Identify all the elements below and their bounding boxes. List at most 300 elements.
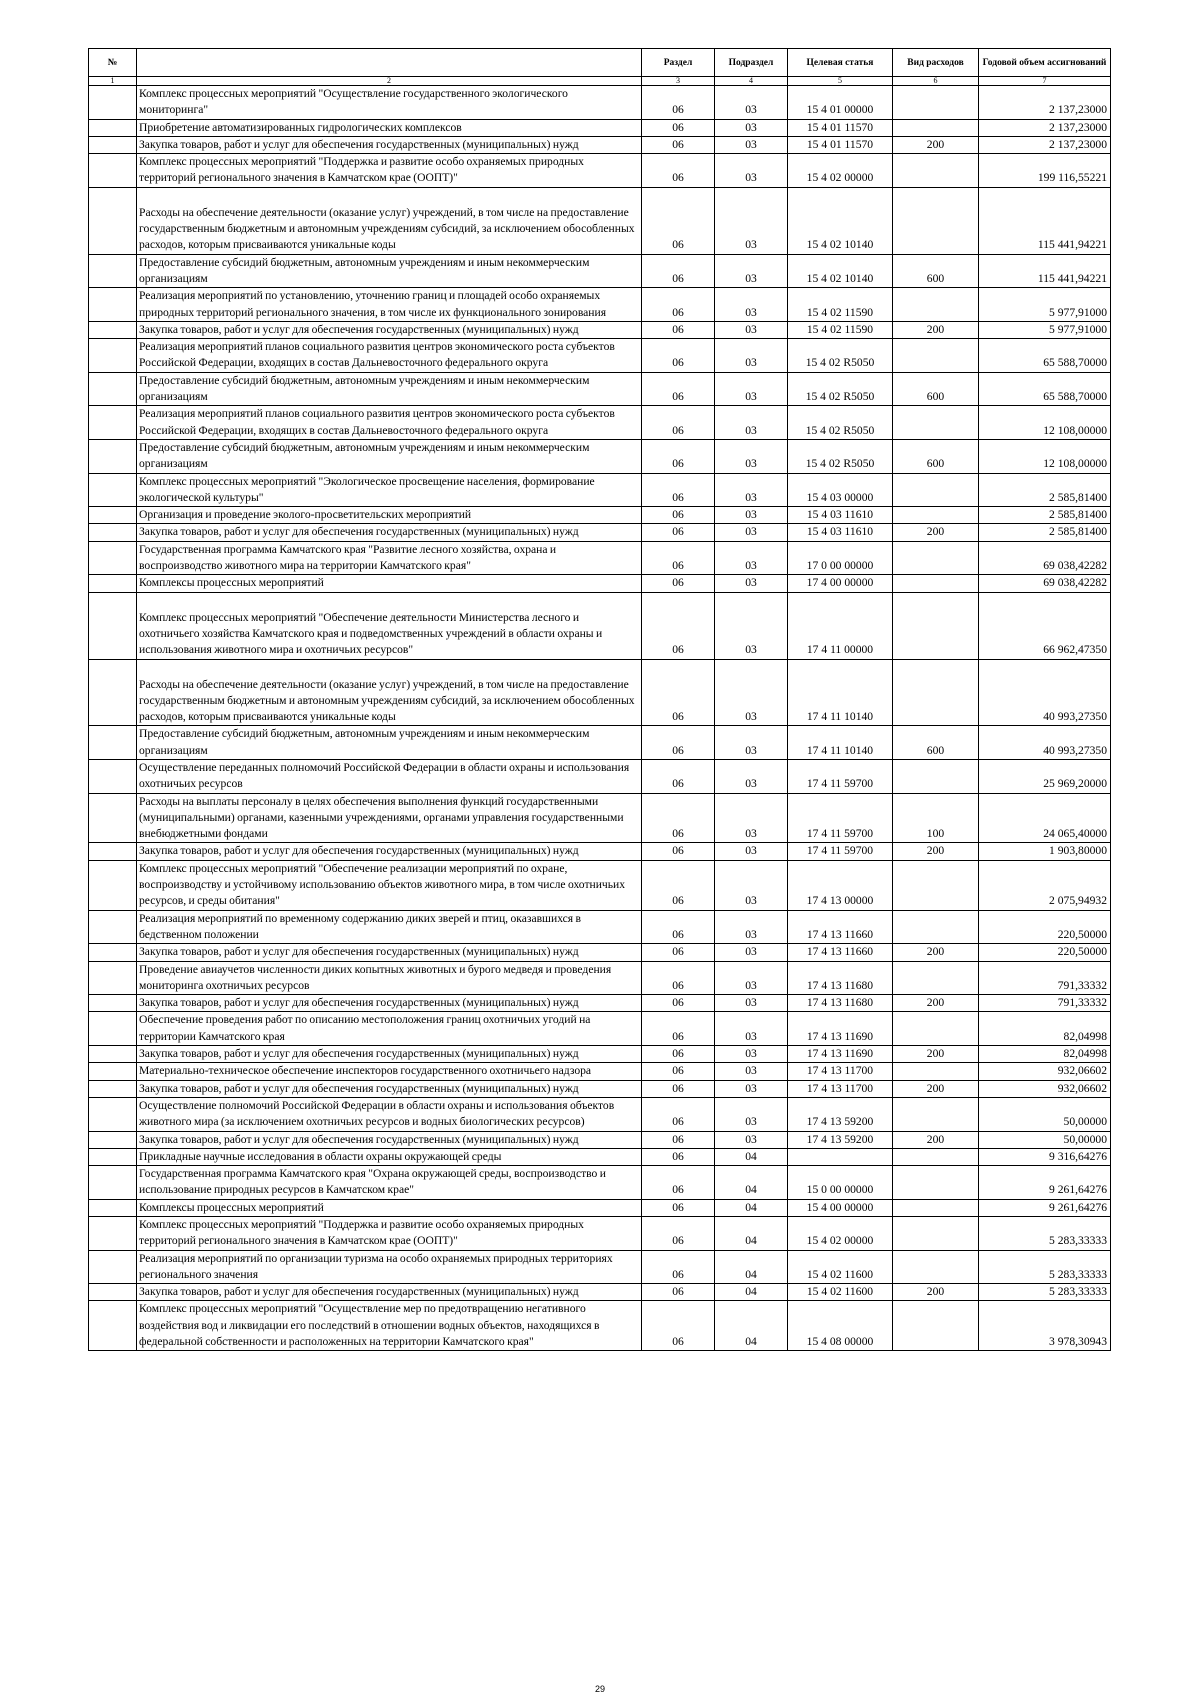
podrazdel-cell: 03 <box>715 1131 788 1148</box>
allocation-sum-cell: 5 283,33333 <box>979 1250 1111 1284</box>
column-number-row <box>89 77 1111 86</box>
vid-rashodov-cell <box>893 659 979 726</box>
page-number: 29 <box>594 1684 605 1694</box>
row-number-cell <box>89 726 137 760</box>
expense-name-cell: Закупка товаров, работ и услуг для обеспечения государственных (муниципальных) нужд <box>137 524 642 541</box>
vid-rashodov-cell <box>893 86 979 120</box>
table-row <box>89 406 1111 440</box>
razdel-cell: 06 <box>642 406 715 440</box>
podrazdel-cell: 03 <box>715 136 788 153</box>
podrazdel-cell: 03 <box>715 288 788 322</box>
expense-name-cell: Реализация мероприятий планов социального развития центров экономического роста субъектов Российской Федерации, входящих в состав Дальневосточного федерального округа <box>137 406 642 440</box>
table-row <box>89 995 1111 1012</box>
expense-name-cell: Комплекс процессных мероприятий "Поддержка и развитие особо охраняемых природных территорий регионального значения в Камчатском крае (ООПТ)" <box>137 154 642 188</box>
expense-name-cell: Комплекс процессных мероприятий "Обеспечение реализации мероприятий по охране, воспроизводству и устойчивому использованию объектов животного мира, в том числе охотничьих ресурсов, и среды обитания" <box>137 860 642 910</box>
vid-rashodov-cell: 200 <box>893 1046 979 1063</box>
row-number-cell <box>89 1097 137 1131</box>
expense-name-cell: Расходы на обеспечение деятельности (оказание услуг) учреждений, в том числе на предоставление государственным бюджетным и автономным учреждениям субсидий, за исключением обособленных расходов, которым присваиваются уникальные коды <box>137 659 642 726</box>
podrazdel-cell: 03 <box>715 1012 788 1046</box>
celevaya-statya-cell: 15 4 02 10140 <box>788 187 893 254</box>
row-number-cell <box>89 372 137 406</box>
row-number-cell <box>89 759 137 793</box>
header-name <box>137 49 642 77</box>
celevaya-statya-cell: 17 4 13 11680 <box>788 961 893 995</box>
allocation-sum-cell: 66 962,47350 <box>979 592 1111 659</box>
razdel-cell: 06 <box>642 1097 715 1131</box>
row-number-cell <box>89 1250 137 1284</box>
podrazdel-cell: 03 <box>715 726 788 760</box>
razdel-cell: 06 <box>642 372 715 406</box>
razdel-cell: 06 <box>642 843 715 860</box>
vid-rashodov-cell: 200 <box>893 843 979 860</box>
razdel-cell: 06 <box>642 1250 715 1284</box>
row-number-cell <box>89 659 137 726</box>
row-number-cell <box>89 961 137 995</box>
table-row <box>89 793 1111 843</box>
row-number-cell <box>89 1166 137 1200</box>
expense-name-cell: Предоставление субсидий бюджетным, автономным учреждениям и иным некоммерческим организациям <box>137 372 642 406</box>
vid-rashodov-cell: 600 <box>893 726 979 760</box>
celevaya-statya-cell: 17 4 13 00000 <box>788 860 893 910</box>
row-number-cell <box>89 1012 137 1046</box>
expense-name-cell: Комплексы процессных мероприятий <box>137 575 642 592</box>
table-header <box>89 49 1111 86</box>
vid-rashodov-cell: 200 <box>893 524 979 541</box>
vid-rashodov-cell <box>893 1250 979 1284</box>
razdel-cell: 06 <box>642 1284 715 1301</box>
allocation-sum-cell: 2 137,23000 <box>979 119 1111 136</box>
podrazdel-cell: 03 <box>715 372 788 406</box>
table-row <box>89 759 1111 793</box>
celevaya-statya-cell: 17 0 00 00000 <box>788 541 893 575</box>
expense-name-cell: Расходы на выплаты персоналу в целях обеспечения выполнения функций государственными (муниципальными) органами, казенными учреждениями, органами управления государственными внебюджетными фондами <box>137 793 642 843</box>
allocation-sum-cell: 2 585,81400 <box>979 524 1111 541</box>
celevaya-statya-cell: 17 4 13 11690 <box>788 1046 893 1063</box>
expense-name-cell: Предоставление субсидий бюджетным, автономным учреждениям и иным некоммерческим организациям <box>137 439 642 473</box>
podrazdel-cell: 04 <box>715 1217 788 1251</box>
celevaya-statya-cell: 15 4 02 11590 <box>788 288 893 322</box>
expense-name-cell: Обеспечение проведения работ по описанию местоположения границ охотничьих угодий на территории Камчатского края <box>137 1012 642 1046</box>
allocation-sum-cell: 220,50000 <box>979 910 1111 944</box>
table-row <box>89 944 1111 961</box>
table-row <box>89 541 1111 575</box>
celevaya-statya-cell: 17 4 13 59200 <box>788 1131 893 1148</box>
vid-rashodov-cell: 200 <box>893 321 979 338</box>
allocation-sum-cell: 2 075,94932 <box>979 860 1111 910</box>
table-row <box>89 473 1111 507</box>
header-vid-rashodov: Вид расходов <box>893 49 979 77</box>
vid-rashodov-cell <box>893 187 979 254</box>
celevaya-statya-cell: 15 4 01 00000 <box>788 86 893 120</box>
podrazdel-cell: 03 <box>715 659 788 726</box>
vid-rashodov-cell: 200 <box>893 1284 979 1301</box>
header-celevaya-statya: Целевая статья <box>788 49 893 77</box>
row-number-cell <box>89 288 137 322</box>
row-number-cell <box>89 910 137 944</box>
allocation-sum-cell: 5 283,33333 <box>979 1217 1111 1251</box>
row-number-cell <box>89 860 137 910</box>
allocation-sum-cell: 25 969,20000 <box>979 759 1111 793</box>
allocation-sum-cell: 12 108,00000 <box>979 439 1111 473</box>
podrazdel-cell: 03 <box>715 995 788 1012</box>
expense-name-cell: Осуществление полномочий Российской Федерации в области охраны и использования объектов животного мира (за исключением охотничьих ресурсов и водных биологических ресурсов) <box>137 1097 642 1131</box>
vid-rashodov-cell <box>893 473 979 507</box>
allocation-sum-cell: 50,00000 <box>979 1097 1111 1131</box>
expense-name-cell: Государственная программа Камчатского края "Развитие лесного хозяйства, охрана и воспроизводство животного мира на территории Камчатского края" <box>137 541 642 575</box>
expense-name-cell: Комплексы процессных мероприятий <box>137 1199 642 1216</box>
celevaya-statya-cell: 15 4 00 00000 <box>788 1199 893 1216</box>
header-podrazdel: Подраздел <box>715 49 788 77</box>
column-number: 6 <box>893 77 979 86</box>
celevaya-statya-cell: 15 4 03 11610 <box>788 524 893 541</box>
razdel-cell: 06 <box>642 592 715 659</box>
razdel-cell: 06 <box>642 321 715 338</box>
vid-rashodov-cell: 200 <box>893 136 979 153</box>
expense-name-cell: Расходы на обеспечение деятельности (оказание услуг) учреждений, в том числе на предоставление государственным бюджетным и автономным учреждениям субсидий, за исключением обособленных расходов, которым присваиваются уникальные коды <box>137 187 642 254</box>
table-row <box>89 910 1111 944</box>
podrazdel-cell: 03 <box>715 507 788 524</box>
table-row <box>89 1284 1111 1301</box>
table-row <box>89 321 1111 338</box>
podrazdel-cell: 03 <box>715 759 788 793</box>
allocation-sum-cell: 40 993,27350 <box>979 659 1111 726</box>
vid-rashodov-cell <box>893 1148 979 1165</box>
podrazdel-cell: 03 <box>715 187 788 254</box>
table-row <box>89 524 1111 541</box>
vid-rashodov-cell: 200 <box>893 1080 979 1097</box>
celevaya-statya-cell: 15 4 01 11570 <box>788 136 893 153</box>
table-row <box>89 154 1111 188</box>
expense-name-cell: Осуществление переданных полномочий Российской Федерации в области охраны и использования охотничьих ресурсов <box>137 759 642 793</box>
row-number-cell <box>89 406 137 440</box>
allocation-sum-cell: 932,06602 <box>979 1080 1111 1097</box>
table-row <box>89 439 1111 473</box>
table-row <box>89 372 1111 406</box>
expense-name-cell: Закупка товаров, работ и услуг для обеспечения государственных (муниципальных) нужд <box>137 1131 642 1148</box>
celevaya-statya-cell: 15 4 08 00000 <box>788 1301 893 1351</box>
budget-sheet <box>88 48 1110 1351</box>
podrazdel-cell: 03 <box>715 592 788 659</box>
expense-name-cell: Комплекс процессных мероприятий "Экологическое просвещение населения, формирование экологической культуры" <box>137 473 642 507</box>
vid-rashodov-cell <box>893 1301 979 1351</box>
table-row <box>89 860 1111 910</box>
row-number-cell <box>89 339 137 373</box>
column-number: 4 <box>715 77 788 86</box>
allocation-sum-cell: 2 137,23000 <box>979 136 1111 153</box>
allocation-sum-cell: 115 441,94221 <box>979 187 1111 254</box>
celevaya-statya-cell: 17 4 11 59700 <box>788 843 893 860</box>
table-row <box>89 1301 1111 1351</box>
expense-name-cell: Организация и проведение эколого-просветительских мероприятий <box>137 507 642 524</box>
podrazdel-cell: 04 <box>715 1199 788 1216</box>
vid-rashodov-cell <box>893 575 979 592</box>
razdel-cell: 06 <box>642 187 715 254</box>
row-number-cell <box>89 995 137 1012</box>
allocation-sum-cell: 2 585,81400 <box>979 473 1111 507</box>
expense-name-cell: Комплекс процессных мероприятий "Поддержка и развитие особо охраняемых природных территорий регионального значения в Камчатском крае (ООПТ)" <box>137 1217 642 1251</box>
razdel-cell: 06 <box>642 524 715 541</box>
allocation-sum-cell: 220,50000 <box>979 944 1111 961</box>
celevaya-statya-cell: 15 4 02 11590 <box>788 321 893 338</box>
podrazdel-cell: 03 <box>715 1046 788 1063</box>
column-number: 7 <box>979 77 1111 86</box>
header-razdel: Раздел <box>642 49 715 77</box>
column-number: 2 <box>137 77 642 86</box>
table-row <box>89 136 1111 153</box>
razdel-cell: 06 <box>642 1131 715 1148</box>
allocation-sum-cell: 3 978,30943 <box>979 1301 1111 1351</box>
expense-name-cell: Реализация мероприятий по временному содержанию диких зверей и птиц, оказавшихся в бедственном положении <box>137 910 642 944</box>
expense-name-cell: Реализация мероприятий по установлению, уточнению границ и площадей особо охраняемых природных территорий регионального значения, в том числе их функционального зонирования <box>137 288 642 322</box>
razdel-cell: 06 <box>642 659 715 726</box>
celevaya-statya-cell: 17 4 11 59700 <box>788 793 893 843</box>
razdel-cell: 06 <box>642 1217 715 1251</box>
celevaya-statya-cell: 15 4 01 11570 <box>788 119 893 136</box>
podrazdel-cell: 03 <box>715 473 788 507</box>
row-number-cell <box>89 1063 137 1080</box>
allocation-sum-cell: 12 108,00000 <box>979 406 1111 440</box>
vid-rashodov-cell <box>893 1063 979 1080</box>
razdel-cell: 06 <box>642 1063 715 1080</box>
podrazdel-cell: 04 <box>715 1148 788 1165</box>
razdel-cell: 06 <box>642 1166 715 1200</box>
celevaya-statya-cell: 17 4 13 11700 <box>788 1063 893 1080</box>
podrazdel-cell: 03 <box>715 154 788 188</box>
celevaya-statya-cell: 15 4 02 R5050 <box>788 439 893 473</box>
celevaya-statya-cell: 15 4 02 11600 <box>788 1284 893 1301</box>
razdel-cell: 06 <box>642 507 715 524</box>
podrazdel-cell: 03 <box>715 793 788 843</box>
podrazdel-cell: 03 <box>715 321 788 338</box>
podrazdel-cell: 03 <box>715 524 788 541</box>
table-row <box>89 575 1111 592</box>
expense-name-cell: Комплекс процессных мероприятий "Обеспечение деятельности Министерства лесного и охотничьего хозяйства Камчатского края и подведомственных учреждений в области охраны и использования животного мира и охотничьих ресурсов" <box>137 592 642 659</box>
column-number: 5 <box>788 77 893 86</box>
podrazdel-cell: 04 <box>715 1284 788 1301</box>
celevaya-statya-cell: 15 4 03 00000 <box>788 473 893 507</box>
celevaya-statya-cell: 17 4 11 00000 <box>788 592 893 659</box>
table-row <box>89 961 1111 995</box>
allocation-sum-cell: 1 903,80000 <box>979 843 1111 860</box>
table-row <box>89 659 1111 726</box>
row-number-cell <box>89 1046 137 1063</box>
table-body <box>89 86 1111 1351</box>
vid-rashodov-cell: 200 <box>893 944 979 961</box>
vid-rashodov-cell <box>893 759 979 793</box>
vid-rashodov-cell <box>893 592 979 659</box>
razdel-cell: 06 <box>642 793 715 843</box>
razdel-cell: 06 <box>642 1046 715 1063</box>
allocation-sum-cell: 932,06602 <box>979 1063 1111 1080</box>
expense-name-cell: Комплекс процессных мероприятий "Осуществление мер по предотвращению негативного воздействия вод и ликвидации его последствий в отношении водных объектов, находящихся в федеральной собственности и расположенных на территории Камчатского края" <box>137 1301 642 1351</box>
podrazdel-cell: 03 <box>715 254 788 288</box>
podrazdel-cell: 03 <box>715 843 788 860</box>
celevaya-statya-cell: 15 0 00 00000 <box>788 1166 893 1200</box>
podrazdel-cell: 03 <box>715 1097 788 1131</box>
razdel-cell: 06 <box>642 86 715 120</box>
podrazdel-cell: 03 <box>715 406 788 440</box>
row-number-cell <box>89 86 137 120</box>
razdel-cell: 06 <box>642 1148 715 1165</box>
expense-name-cell: Материально-техническое обеспечение инспекторов государственного охотничьего надзора <box>137 1063 642 1080</box>
vid-rashodov-cell <box>893 339 979 373</box>
expense-name-cell: Закупка товаров, работ и услуг для обеспечения государственных (муниципальных) нужд <box>137 1080 642 1097</box>
vid-rashodov-cell <box>893 961 979 995</box>
allocation-sum-cell: 65 588,70000 <box>979 372 1111 406</box>
allocation-sum-cell: 50,00000 <box>979 1131 1111 1148</box>
razdel-cell: 06 <box>642 339 715 373</box>
podrazdel-cell: 03 <box>715 541 788 575</box>
razdel-cell: 06 <box>642 541 715 575</box>
vid-rashodov-cell: 600 <box>893 254 979 288</box>
razdel-cell: 06 <box>642 1301 715 1351</box>
table-row <box>89 339 1111 373</box>
expense-name-cell: Закупка товаров, работ и услуг для обеспечения государственных (муниципальных) нужд <box>137 321 642 338</box>
allocation-sum-cell: 40 993,27350 <box>979 726 1111 760</box>
row-number-cell <box>89 575 137 592</box>
celevaya-statya-cell: 15 4 02 R5050 <box>788 372 893 406</box>
allocation-sum-cell: 9 261,64276 <box>979 1199 1111 1216</box>
podrazdel-cell: 04 <box>715 1250 788 1284</box>
podrazdel-cell: 03 <box>715 860 788 910</box>
celevaya-statya-cell <box>788 1148 893 1165</box>
table-row <box>89 86 1111 120</box>
celevaya-statya-cell: 17 4 11 10140 <box>788 659 893 726</box>
expense-name-cell: Комплекс процессных мероприятий "Осуществление государственного экологического мониторинга" <box>137 86 642 120</box>
razdel-cell: 06 <box>642 726 715 760</box>
razdel-cell: 06 <box>642 575 715 592</box>
allocation-sum-cell: 9 261,64276 <box>979 1166 1111 1200</box>
celevaya-statya-cell: 15 4 02 00000 <box>788 1217 893 1251</box>
razdel-cell: 06 <box>642 759 715 793</box>
podrazdel-cell: 03 <box>715 961 788 995</box>
podrazdel-cell: 03 <box>715 910 788 944</box>
table-row <box>89 1217 1111 1251</box>
allocation-sum-cell: 65 588,70000 <box>979 339 1111 373</box>
razdel-cell: 06 <box>642 288 715 322</box>
table-row <box>89 1063 1111 1080</box>
table-row <box>89 254 1111 288</box>
celevaya-statya-cell: 17 4 13 11680 <box>788 995 893 1012</box>
table-row <box>89 1080 1111 1097</box>
podrazdel-cell: 03 <box>715 339 788 373</box>
row-number-cell <box>89 944 137 961</box>
celevaya-statya-cell: 17 4 00 00000 <box>788 575 893 592</box>
vid-rashodov-cell <box>893 1217 979 1251</box>
allocation-sum-cell: 69 038,42282 <box>979 575 1111 592</box>
expense-name-cell: Предоставление субсидий бюджетным, автономным учреждениям и иным некоммерческим организациям <box>137 726 642 760</box>
expense-name-cell: Реализация мероприятий планов социального развития центров экономического роста субъектов Российской Федерации, входящих в состав Дальневосточного федерального округа <box>137 339 642 373</box>
podrazdel-cell: 03 <box>715 944 788 961</box>
razdel-cell: 06 <box>642 860 715 910</box>
table-row <box>89 843 1111 860</box>
vid-rashodov-cell <box>893 406 979 440</box>
table-row <box>89 1199 1111 1216</box>
allocation-sum-cell: 199 116,55221 <box>979 154 1111 188</box>
table-row <box>89 1097 1111 1131</box>
row-number-cell <box>89 136 137 153</box>
table-row <box>89 187 1111 254</box>
allocation-sum-cell: 9 316,64276 <box>979 1148 1111 1165</box>
allocation-sum-cell: 2 585,81400 <box>979 507 1111 524</box>
razdel-cell: 06 <box>642 995 715 1012</box>
podrazdel-cell: 03 <box>715 439 788 473</box>
celevaya-statya-cell: 17 4 11 10140 <box>788 726 893 760</box>
row-number-cell <box>89 1199 137 1216</box>
expense-name-cell: Закупка товаров, работ и услуг для обеспечения государственных (муниципальных) нужд <box>137 843 642 860</box>
podrazdel-cell: 03 <box>715 575 788 592</box>
razdel-cell: 06 <box>642 136 715 153</box>
header-num: № <box>89 49 137 77</box>
row-number-cell <box>89 187 137 254</box>
vid-rashodov-cell <box>893 860 979 910</box>
row-number-cell <box>89 507 137 524</box>
vid-rashodov-cell <box>893 910 979 944</box>
row-number-cell <box>89 541 137 575</box>
celevaya-statya-cell: 15 4 03 11610 <box>788 507 893 524</box>
podrazdel-cell: 04 <box>715 1301 788 1351</box>
allocation-sum-cell: 791,33332 <box>979 995 1111 1012</box>
row-number-cell <box>89 1284 137 1301</box>
table-row <box>89 119 1111 136</box>
row-number-cell <box>89 473 137 507</box>
allocation-sum-cell: 2 137,23000 <box>979 86 1111 120</box>
vid-rashodov-cell: 600 <box>893 372 979 406</box>
celevaya-statya-cell: 17 4 13 11700 <box>788 1080 893 1097</box>
row-number-cell <box>89 1131 137 1148</box>
allocation-sum-cell: 82,04998 <box>979 1012 1111 1046</box>
podrazdel-cell: 03 <box>715 1063 788 1080</box>
razdel-cell: 06 <box>642 119 715 136</box>
celevaya-statya-cell: 15 4 02 00000 <box>788 154 893 188</box>
table-row <box>89 1166 1111 1200</box>
row-number-cell <box>89 793 137 843</box>
vid-rashodov-cell: 200 <box>893 1131 979 1148</box>
expense-name-cell: Проведение авиаучетов численности диких копытных животных и бурого медведя и проведения мониторинга охотничьих ресурсов <box>137 961 642 995</box>
row-number-cell <box>89 1148 137 1165</box>
vid-rashodov-cell: 200 <box>893 995 979 1012</box>
table-row <box>89 1046 1111 1063</box>
table-row <box>89 1148 1111 1165</box>
row-number-cell <box>89 321 137 338</box>
row-number-cell <box>89 843 137 860</box>
table-row <box>89 1131 1111 1148</box>
column-number: 3 <box>642 77 715 86</box>
budget-table <box>88 48 1111 1351</box>
vid-rashodov-cell <box>893 507 979 524</box>
header-row <box>89 49 1111 77</box>
allocation-sum-cell: 24 065,40000 <box>979 793 1111 843</box>
table-row <box>89 507 1111 524</box>
allocation-sum-cell: 82,04998 <box>979 1046 1111 1063</box>
allocation-sum-cell: 5 977,91000 <box>979 288 1111 322</box>
vid-rashodov-cell <box>893 1199 979 1216</box>
celevaya-statya-cell: 15 4 02 11600 <box>788 1250 893 1284</box>
razdel-cell: 06 <box>642 944 715 961</box>
allocation-sum-cell: 791,33332 <box>979 961 1111 995</box>
allocation-sum-cell: 115 441,94221 <box>979 254 1111 288</box>
celevaya-statya-cell: 17 4 11 59700 <box>788 759 893 793</box>
celevaya-statya-cell: 17 4 13 11690 <box>788 1012 893 1046</box>
expense-name-cell: Прикладные научные исследования в области охраны окружающей среды <box>137 1148 642 1165</box>
podrazdel-cell: 04 <box>715 1166 788 1200</box>
row-number-cell <box>89 119 137 136</box>
celevaya-statya-cell: 17 4 13 11660 <box>788 910 893 944</box>
podrazdel-cell: 03 <box>715 119 788 136</box>
vid-rashodov-cell <box>893 1166 979 1200</box>
vid-rashodov-cell <box>893 541 979 575</box>
column-number: 1 <box>89 77 137 86</box>
